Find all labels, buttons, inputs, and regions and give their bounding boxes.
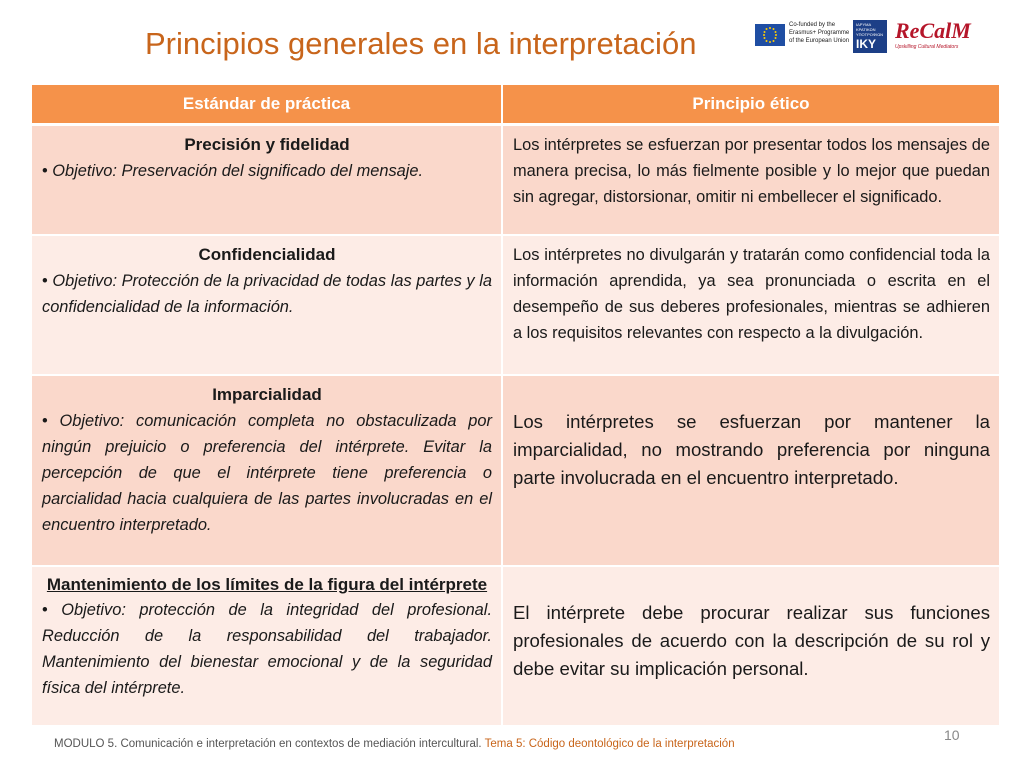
eu-flag-icon <box>755 24 785 46</box>
partner-logos <box>755 20 1005 56</box>
objective-value: Objetivo: Preservación del significado del mensaje. <box>52 162 424 180</box>
recalm-tagline: Upskilling Cultural Mediators <box>895 44 959 50</box>
objective-value: Objetivo: protección de la integridad del profesional. Reducción de la responsabilidad del trabajador. Mantenimiento del bienestar emocional y de la seguridad física del intérprete. <box>42 600 492 697</box>
principle-cell <box>502 125 999 235</box>
principle-cell <box>502 566 999 726</box>
page-number: 10 <box>944 727 960 743</box>
standard-title: Precisión y fidelidad <box>184 135 350 154</box>
objective-text <box>42 597 492 701</box>
principle-text: Los intérpretes se esfuerzan por mantener la imparcialidad, no mostrando preferencia por ninguna parte involucrada en el encuentro interpretado. <box>513 410 990 488</box>
header-principle: Principio ético <box>502 85 999 125</box>
page-title: Principios generales en la interpretación <box>145 26 697 61</box>
footer-topic-text: Tema 5: Código deontológico de la interpretación <box>484 738 735 750</box>
bullet-icon: • <box>42 600 62 619</box>
eu-cofunded-text: Co-funded by the Erasmus+ Programme of the European Union <box>789 22 850 44</box>
objective-text <box>42 408 492 538</box>
objective-value: Objetivo: comunicación completa no obstaculizada por ningún prejuicio o preferencia del intérprete. Evitar la percepción de que el intérprete tiene preferencia o parcialidad hacia cualquiera de las partes involucradas en el encuentro interpretado. <box>42 411 492 534</box>
principle-text: Los intérpretes se esfuerzan por presentar todos los mensajes de manera precisa, lo más fielmente posible y lo mejor que puedan sin agregar, distorsionar, omitir ni embellecer el significado. <box>513 136 990 206</box>
standard-cell <box>32 375 502 566</box>
table-row <box>32 375 999 566</box>
standard-title: Imparcialidad <box>212 384 322 404</box>
principles-table <box>32 85 999 727</box>
iky-logo <box>853 20 887 53</box>
iky-name: IKY <box>856 37 877 51</box>
standard-cell <box>32 235 502 375</box>
objective-text <box>42 268 492 320</box>
objective-value: Objetivo: Protección de la privacidad de todas las partes y la confidencialidad de la información. <box>42 271 492 316</box>
footer-module-text: MODULO 5. Comunicación e interpretación en contextos de mediación intercultural. <box>54 738 485 750</box>
table-row <box>32 566 999 726</box>
bullet-icon: • <box>42 271 53 290</box>
iky-small-text: ΙΔΡΥΜΑ ΚΡΑΤΙΚΩΝ ΥΠΟΤΡΟΦΙΩΝ <box>856 22 884 37</box>
principle-cell <box>502 375 999 566</box>
objective-text <box>42 158 492 184</box>
table-row <box>32 125 999 235</box>
footer <box>54 738 735 750</box>
recalm-logo: ReCalM <box>895 18 971 43</box>
principle-text: Los intérpretes no divulgarán y tratarán como confidencial toda la información aprendida, ya sea pronunciada o escrita en el desempeño de sus deberes profesionales, mientras se adhieren a los requisitos relevantes con respecto a la divulgación. <box>513 245 990 342</box>
table-row <box>32 235 999 375</box>
standard-cell <box>32 125 502 235</box>
header-standard: Estándar de práctica <box>32 85 502 125</box>
standard-cell <box>32 566 502 726</box>
table-header-row <box>32 85 999 125</box>
principle-text: El intérprete debe procurar realizar sus funciones profesionales de acuerdo con la descripción de su rol y debe evitar su implicación personal. <box>513 601 990 679</box>
bullet-icon: • <box>42 411 60 430</box>
principle-cell <box>502 235 999 375</box>
standard-title: Confidencialidad <box>198 244 336 264</box>
standard-title: Mantenimiento de los límites de la figura del intérprete <box>46 574 488 594</box>
bullet-icon: • <box>42 162 53 180</box>
